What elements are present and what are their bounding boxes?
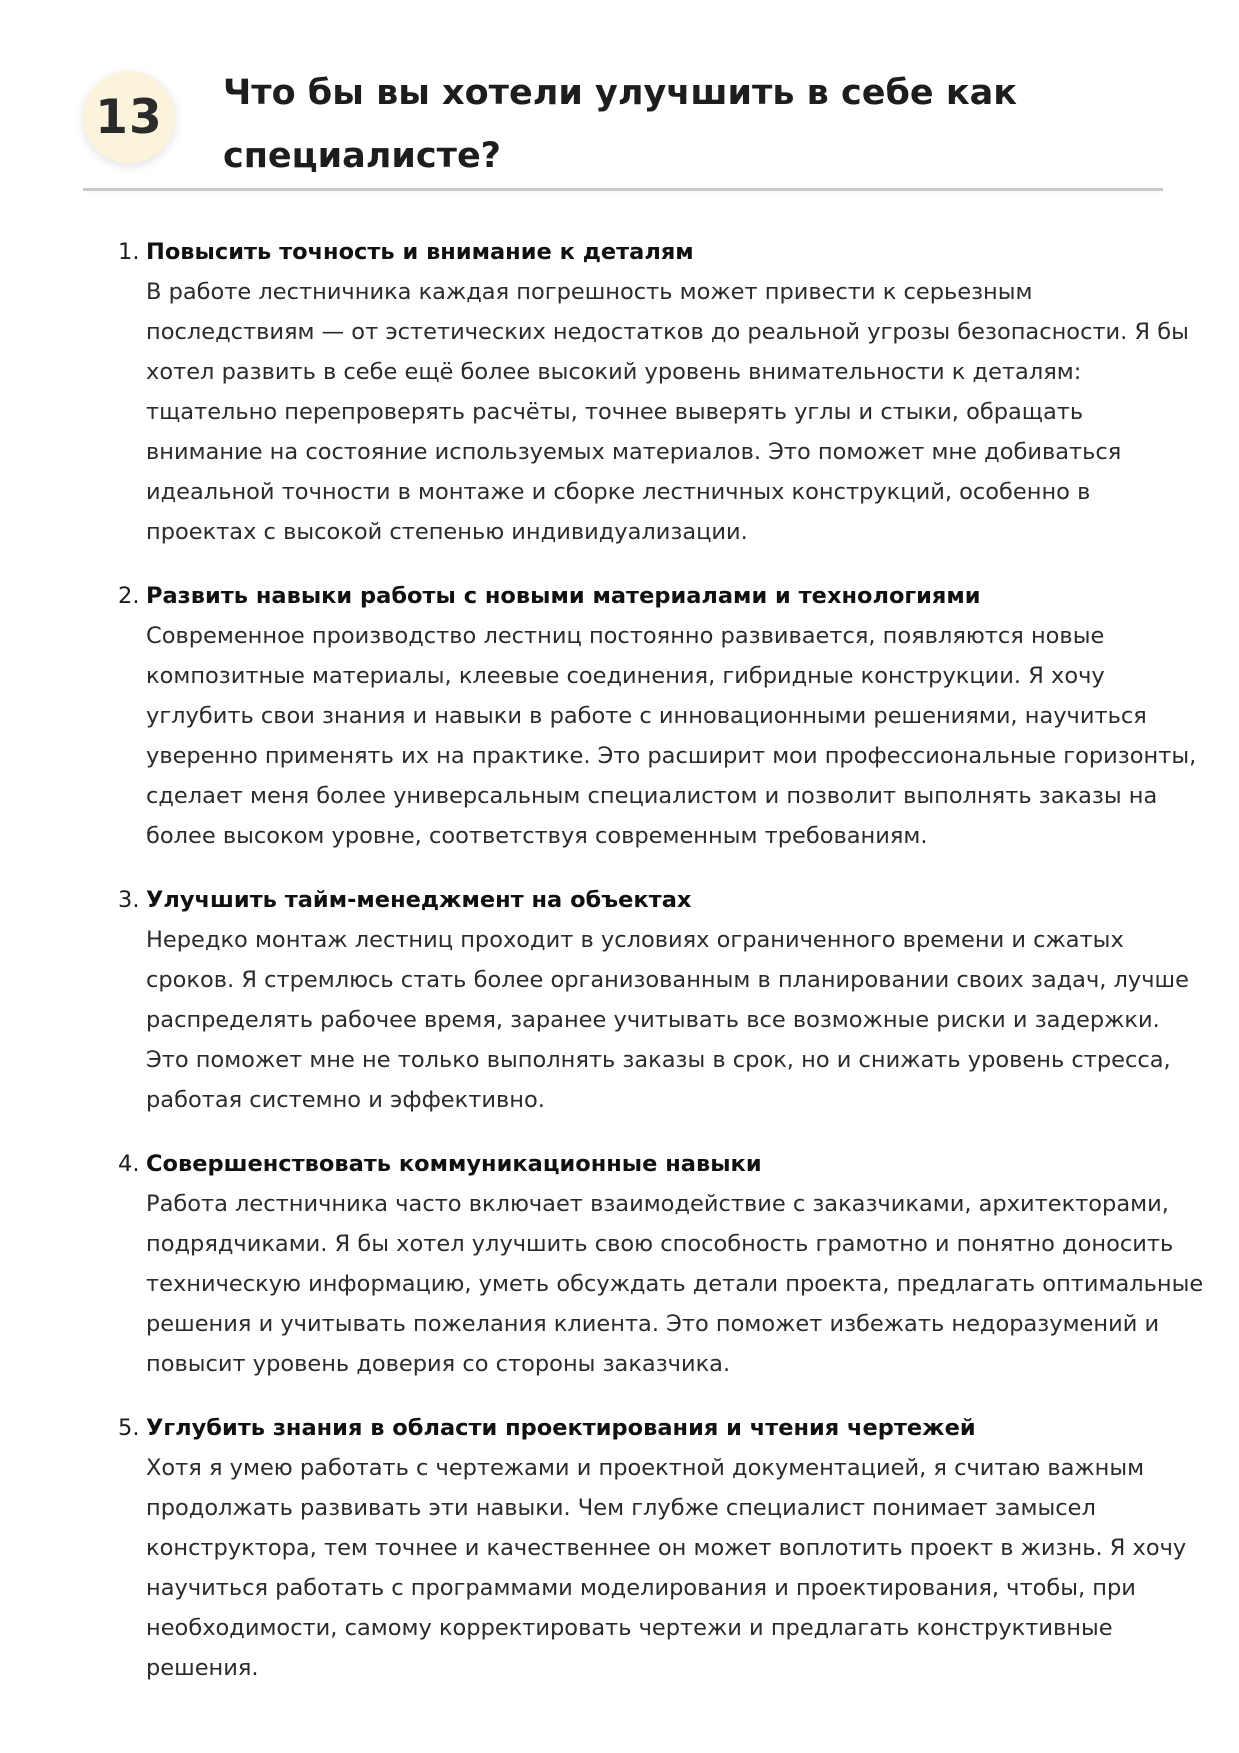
body-line: работая системно и эффективно. <box>146 1087 545 1113</box>
body-line: сделает меня более универсальным специалистом и позволит выполнять заказы на <box>146 783 1158 809</box>
list-item <box>118 880 1189 1120</box>
item-number: 1. <box>118 239 140 265</box>
section-title <box>223 62 1123 188</box>
item-number: 2. <box>118 583 140 609</box>
section-title-line: специалисте? <box>223 136 501 176</box>
section-header <box>83 56 1163 191</box>
item-number: 3. <box>118 887 140 913</box>
body-line: композитные материалы, клеевые соединения, гибридные конструкции. Я хочу <box>146 663 1105 689</box>
body-line: последствиям — от эстетических недостатков до реальной угрозы безопасности. Я бы <box>146 319 1189 345</box>
body-line: продолжать развивать эти навыки. Чем глубже специалист понимает замысел <box>146 1495 1096 1521</box>
item-number: 5. <box>118 1415 140 1441</box>
list-item <box>118 1408 1187 1688</box>
body-line: техническую информацию, уметь обсуждать детали проекта, предлагать оптимальные <box>146 1271 1204 1297</box>
body-line: Нередко монтаж лестниц проходит в условиях ограниченного времени и сжатых <box>146 927 1124 953</box>
item-heading: Развить навыки работы с новыми материалами и технологиями <box>146 583 981 609</box>
body-line: проектах с высокой степенью индивидуализации. <box>146 519 748 545</box>
body-line: более высоком уровне, соответствуя современным требованиям. <box>146 823 928 849</box>
item-number: 4. <box>118 1151 140 1177</box>
list-item <box>118 576 1197 856</box>
section-number-badge: 13 <box>83 71 175 163</box>
body-line: Это поможет мне не только выполнять заказы в срок, но и снижать уровень стресса, <box>146 1047 1171 1073</box>
item-heading: Углубить знания в области проектирования и чтения чертежей <box>146 1415 976 1441</box>
item-body <box>146 272 1189 552</box>
body-line: конструктора, тем точнее и качественнее он может воплотить проект в жизнь. Я хочу <box>146 1535 1187 1561</box>
body-line: решения. <box>146 1655 259 1681</box>
body-line: подрядчиками. Я бы хотел улучшить свою способность грамотно и понятно доносить <box>146 1231 1174 1257</box>
item-body <box>146 920 1189 1120</box>
body-line: тщательно перепроверять расчёты, точнее выверять углы и стыки, обращать <box>146 399 1084 425</box>
body-line: Современное производство лестниц постоянно развивается, появляются новые <box>146 623 1105 649</box>
item-heading: Повысить точность и внимание к деталям <box>146 239 694 265</box>
body-line: распределять рабочее время, заранее учитывать все возможные риски и задержки. <box>146 1007 1160 1033</box>
item-body <box>146 1448 1187 1688</box>
body-line: научиться работать с программами моделирования и проектирования, чтобы, при <box>146 1575 1136 1601</box>
body-line: хотел развить в себе ещё более высокий уровень внимательности к деталям: <box>146 359 1082 385</box>
body-line: идеальной точности в монтаже и сборке лестничных конструкций, особенно в <box>146 479 1091 505</box>
item-body <box>146 1184 1204 1384</box>
body-line: уверенно применять их на практике. Это расширит мои профессиональные горизонты, <box>146 743 1197 769</box>
list-item <box>118 232 1189 552</box>
body-line: сроков. Я стремлюсь стать более организованным в планировании своих задач, лучше <box>146 967 1189 993</box>
item-heading: Совершенствовать коммуникационные навыки <box>146 1151 762 1177</box>
body-line: внимание на состояние используемых материалов. Это поможет мне добиваться <box>146 439 1122 465</box>
section-title-line: Что бы вы хотели улучшить в себе как <box>223 73 1017 113</box>
body-line: Хотя я умею работать с чертежами и проектной документацией, я считаю важным <box>146 1455 1145 1481</box>
body-line: Работа лестничника часто включает взаимодействие с заказчиками, архитекторами, <box>146 1191 1169 1217</box>
item-body <box>146 616 1197 856</box>
body-line: В работе лестничника каждая погрешность может привести к серьезным <box>146 279 1033 305</box>
body-line: решения и учитывать пожелания клиента. Это поможет избежать недоразумений и <box>146 1311 1160 1337</box>
item-heading: Улучшить тайм-менеджмент на объектах <box>146 887 692 913</box>
body-line: необходимости, самому корректировать чертежи и предлагать конструктивные <box>146 1615 1113 1641</box>
body-line: повысит уровень доверия со стороны заказчика. <box>146 1351 731 1377</box>
body-line: углубить свои знания и навыки в работе с инновационными решениями, научиться <box>146 703 1147 729</box>
improvement-list <box>118 232 1204 1712</box>
list-item <box>118 1144 1204 1384</box>
